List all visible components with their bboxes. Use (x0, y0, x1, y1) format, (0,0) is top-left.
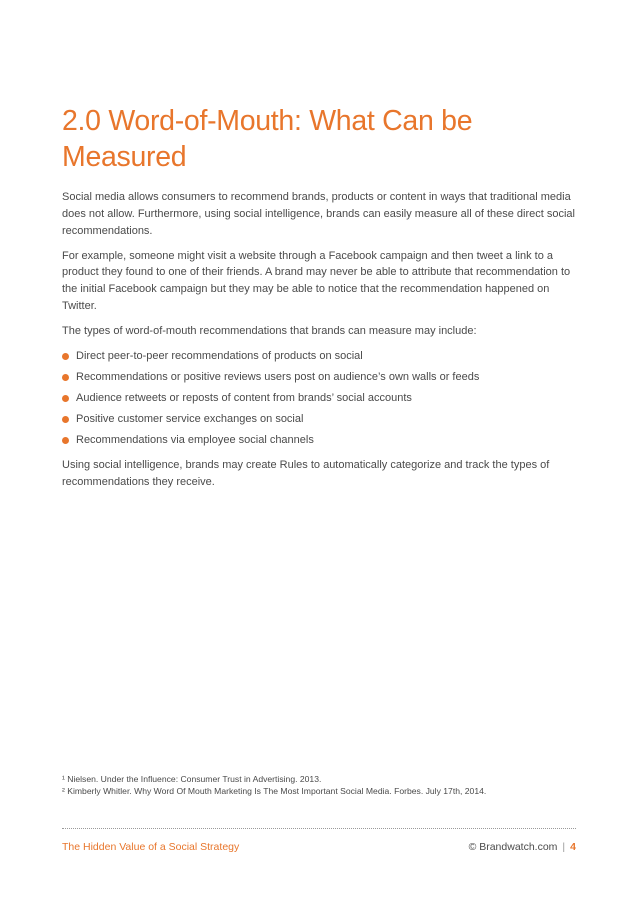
list-item (62, 348, 582, 369)
footer-divider (62, 828, 576, 829)
footer-document-title: The Hidden Value of a Social Strategy (62, 841, 240, 853)
footer-page-info (469, 841, 576, 853)
footnote-1: ¹ Nielsen. Under the Influence: Consumer Trust in Advertising. 2013. (62, 774, 322, 784)
bullet-dot-icon (62, 353, 69, 360)
list-item (62, 369, 582, 390)
paragraph-example: For example, someone might visit a website through a Facebook campaign and then tweet a link to a product they found to one of their friends. A brand may never be able to attribute that recommendation to the initial Facebook campaign but they may be able to notice that the recommendation happened on Twitter. (62, 249, 571, 313)
paragraph-intro: Social media allows consumers to recommend brands, products or content in ways that traditional media does not allow. Furthermore, using social intelligence, brands can easily measure all of these direct social recommendations. (62, 191, 575, 237)
paragraph-rules: Using social intelligence, brands may create Rules to automatically categorize and track the types of recommendations they receive. (62, 459, 550, 489)
body-text (62, 189, 582, 499)
list-item-text: Recommendations or positive reviews users post on audience’s own walls or feeds (76, 371, 480, 384)
recommendation-types-list (62, 348, 582, 453)
bullet-dot-icon (62, 374, 69, 381)
footer-separator: | (562, 841, 566, 853)
paragraph-types-intro: The types of word-of-mouth recommendations that brands can measure may include: (62, 325, 477, 338)
list-item (62, 390, 582, 411)
list-item-text: Positive customer service exchanges on social (76, 413, 304, 426)
list-item-text: Audience retweets or reposts of content from brands’ social accounts (76, 392, 412, 405)
list-item (62, 432, 582, 453)
list-item-text: Recommendations via employee social channels (76, 434, 314, 447)
bullet-dot-icon (62, 416, 69, 423)
bullet-dot-icon (62, 395, 69, 402)
section-heading: 2.0 Word-of-Mouth: What Can be Measured (62, 105, 473, 173)
footnote-2: ² Kimberly Whitler. Why Word Of Mouth Marketing Is The Most Important Social Media. Forbes. July 17th, 2014. (62, 785, 487, 796)
footer-copyright: © Brandwatch.com (468, 841, 558, 853)
footnotes (62, 774, 582, 797)
list-item (62, 411, 582, 432)
bullet-dot-icon (62, 437, 69, 444)
list-item-text: Direct peer-to-peer recommendations of products on social (76, 350, 363, 363)
page-number: 4 (570, 841, 576, 853)
